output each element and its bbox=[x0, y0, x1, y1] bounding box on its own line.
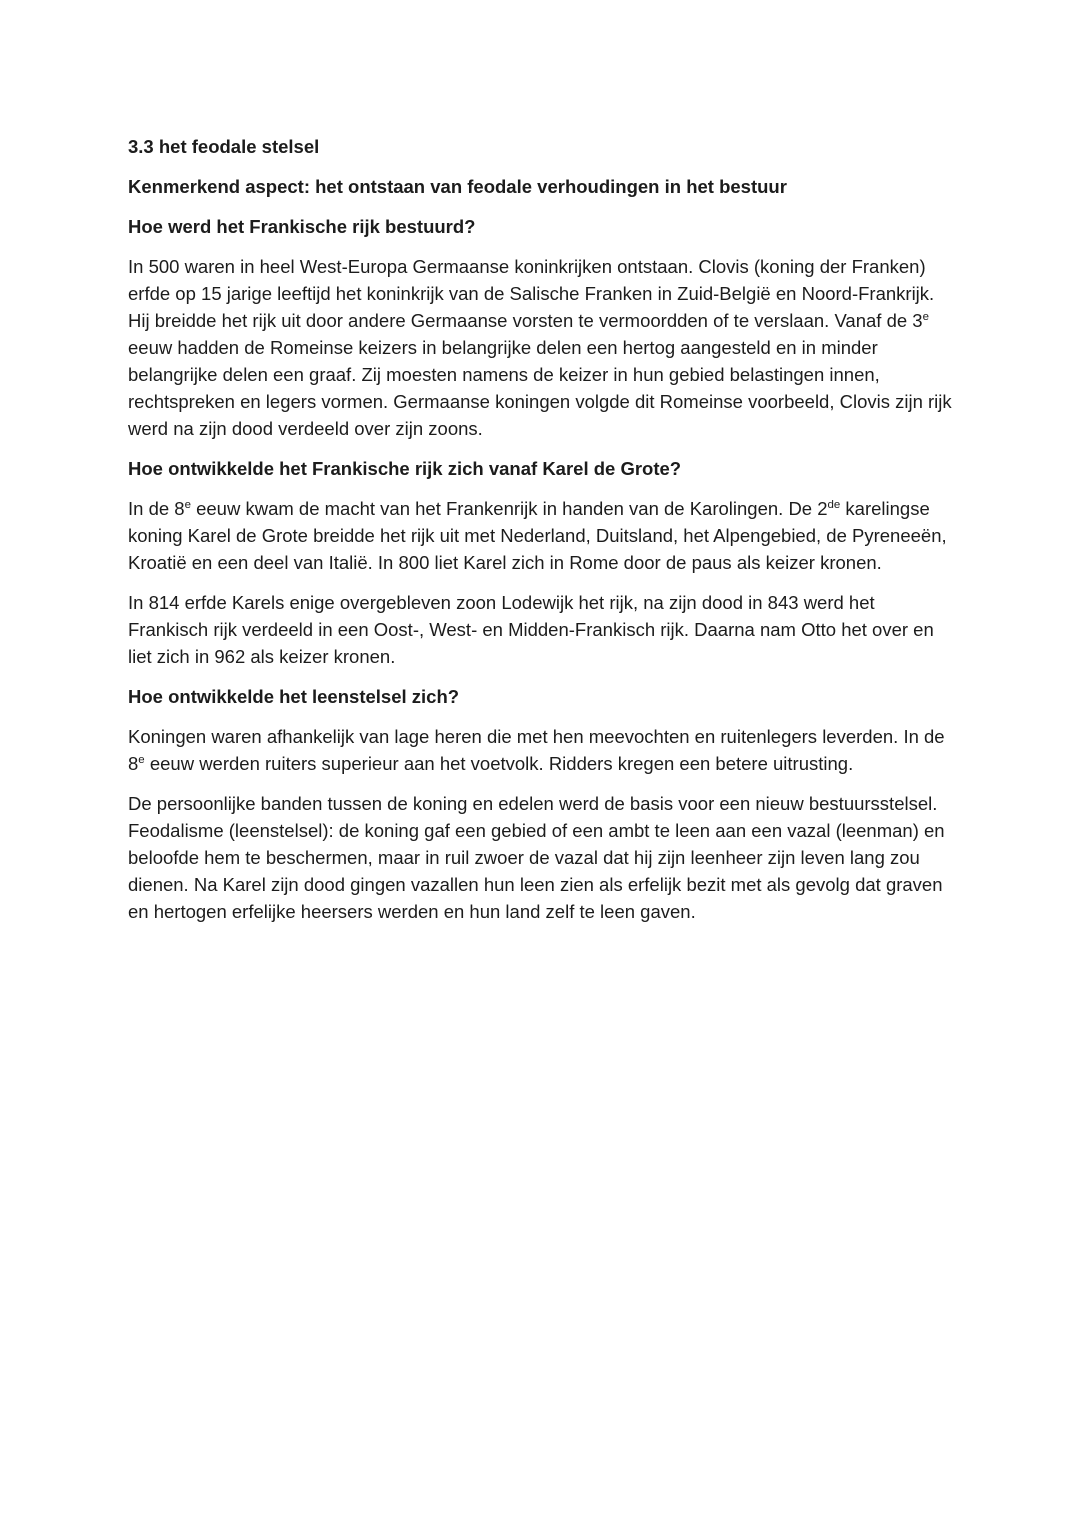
paragraph-koningen-ruiters: Koningen waren afhankelijk van lage heren die met hen meevochten en ruitenlegers leverden. In de 8e eeuw werden ruiters superieur aan het voetvolk. Ridders kregen een betere uitrusting. bbox=[128, 726, 945, 774]
paragraph-karolingen: In de 8e eeuw kwam de macht van het Frankenrijk in handen van de Karolingen. De 2de karelingse koning Karel de Grote breidde het rijk uit met Nederland, Duitsland, het Alpengebied, de Pyreneeën, Kroatië en een deel van Italië. In 800 liet Karel zich in Rome door de paus als keizer kronen. bbox=[128, 498, 947, 573]
paragraph-feodalisme: De persoonlijke banden tussen de koning en edelen werd de basis voor een nieuw bestuursstelsel. Feodalisme (leenstelsel): de koning gaf een gebied of een ambt te leen aan een vazal (leenman) en beloofde hem te beschermen, maar in ruil zwoer de vazal dat hij zijn leenheer zijn leven lang zou dienen. Na Karel zijn dood gingen vazallen hun leen zien als erfelijk bezit met als gevolg dat graven en hertogen erfelijke heersers werden en hun land zelf te leen gaven. bbox=[128, 793, 945, 922]
question-heading-frankische-rijk-bestuurd: Hoe werd het Frankische rijk bestuurd? bbox=[128, 216, 476, 237]
section-title: 3.3 het feodale stelsel bbox=[128, 136, 320, 157]
question-heading-leenstelsel: Hoe ontwikkelde het leenstelsel zich? bbox=[128, 686, 460, 707]
paragraph-lodewijk-otto: In 814 erfde Karels enige overgebleven zoon Lodewijk het rijk, na zijn dood in 843 werd het Frankisch rijk verdeeld in een Oost-, West- en Midden-Frankisch rijk. Daarna nam Otto het over en liet zich in 962 als keizer kronen. bbox=[128, 592, 934, 667]
kenmerkend-aspect-line: Kenmerkend aspect: het ontstaan van feodale verhoudingen in het bestuur bbox=[128, 176, 787, 197]
question-heading-karel-de-grote: Hoe ontwikkelde het Frankische rijk zich vanaf Karel de Grote? bbox=[128, 458, 682, 479]
paragraph-frankische-rijk-bestuurd: In 500 waren in heel West-Europa Germaanse koninkrijken ontstaan. Clovis (koning der Franken) erfde op 15 jarige leeftijd het koninkrijk van de Salische Franken in Zuid-België en Noord-Frankrijk. Hij breidde het rijk uit door andere Germaanse vorsten te vermoordden of te verslaan. Vanaf de 3e eeuw hadden de Romeinse keizers in belangrijke delen een hertog aangesteld en in minder belangrijke delen een graaf. Zij moesten namens de keizer in hun gebied belastingen innen, rechtspreken en legers vormen. Germaanse koningen volgde dit Romeinse voorbeeld, Clovis zijn rijk werd na zijn dood verdeeld over zijn zoons. bbox=[128, 256, 952, 439]
